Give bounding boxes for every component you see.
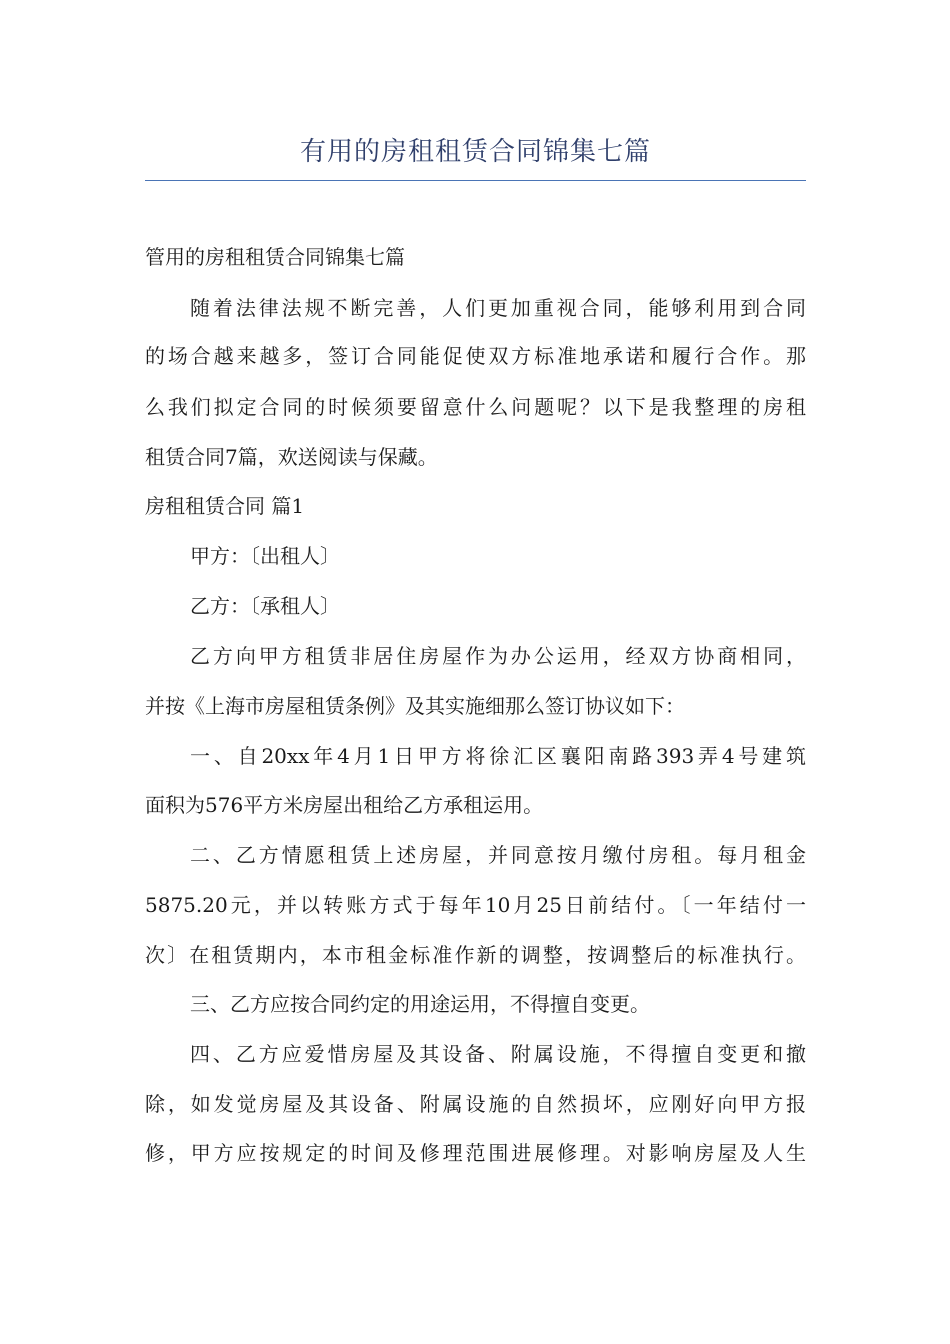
subtitle-line: 管用的房租租赁合同锦集七篇 [145,245,405,269]
title-underline [145,180,806,181]
party-b-line: 乙方：〔承租人〕 [190,594,340,618]
document-title: 有用的房租租赁合同锦集七篇 [299,137,651,167]
clause-line: 四、乙方应爱惜房屋及其设备、附属设施，不得擅自变更和撤 [190,1042,806,1066]
clause-line: 5875.20元，并以转账方式于每年10月25日前结付。〔一年结付一 [145,893,806,917]
paragraph-line: 么我们拟定合同的时候须要留意什么问题呢？以下是我整理的房租 [145,395,806,419]
paragraph-line: 的场合越来越多，签订合同能促使双方标准地承诺和履行合作。那 [145,344,806,368]
party-a-line: 甲方：〔出租人〕 [190,544,340,568]
clause-line: 一、自20xx年4月1日甲方将徐汇区襄阳南路393弄4号建筑 [190,744,806,768]
paragraph-line: 租赁合同7篇，欢送阅读与保藏。 [145,445,438,469]
paragraph-line: 乙方向甲方租赁非居住房屋作为办公运用，经双方协商相同， [190,644,806,668]
paragraph-line: 随着法律法规不断完善，人们更加重视合同，能够利用到合同 [190,296,806,320]
paragraph-line: 并按《上海市房屋租赁条例》及其实施细那么签订协议如下： [145,694,685,718]
clause-line: 三、乙方应按合同约定的用途运用，不得擅自变更。 [190,992,650,1016]
section-heading: 房租租赁合同 篇1 [145,494,305,518]
clause-line: 次〕在租赁期内，本市租金标准作新的调整，按调整后的标准执行。 [145,943,806,967]
clause-line: 二、乙方情愿租赁上述房屋，并同意按月缴付房租。每月租金 [190,843,806,867]
clause-line: 除，如发觉房屋及其设备、附属设施的自然损坏，应刚好向甲方报 [145,1092,806,1116]
clause-line: 修，甲方应按规定的时间及修理范围进展修理。对影响房屋及人生 [145,1141,806,1165]
clause-line: 面积为576平方米房屋出租给乙方承租运用。 [145,793,544,817]
